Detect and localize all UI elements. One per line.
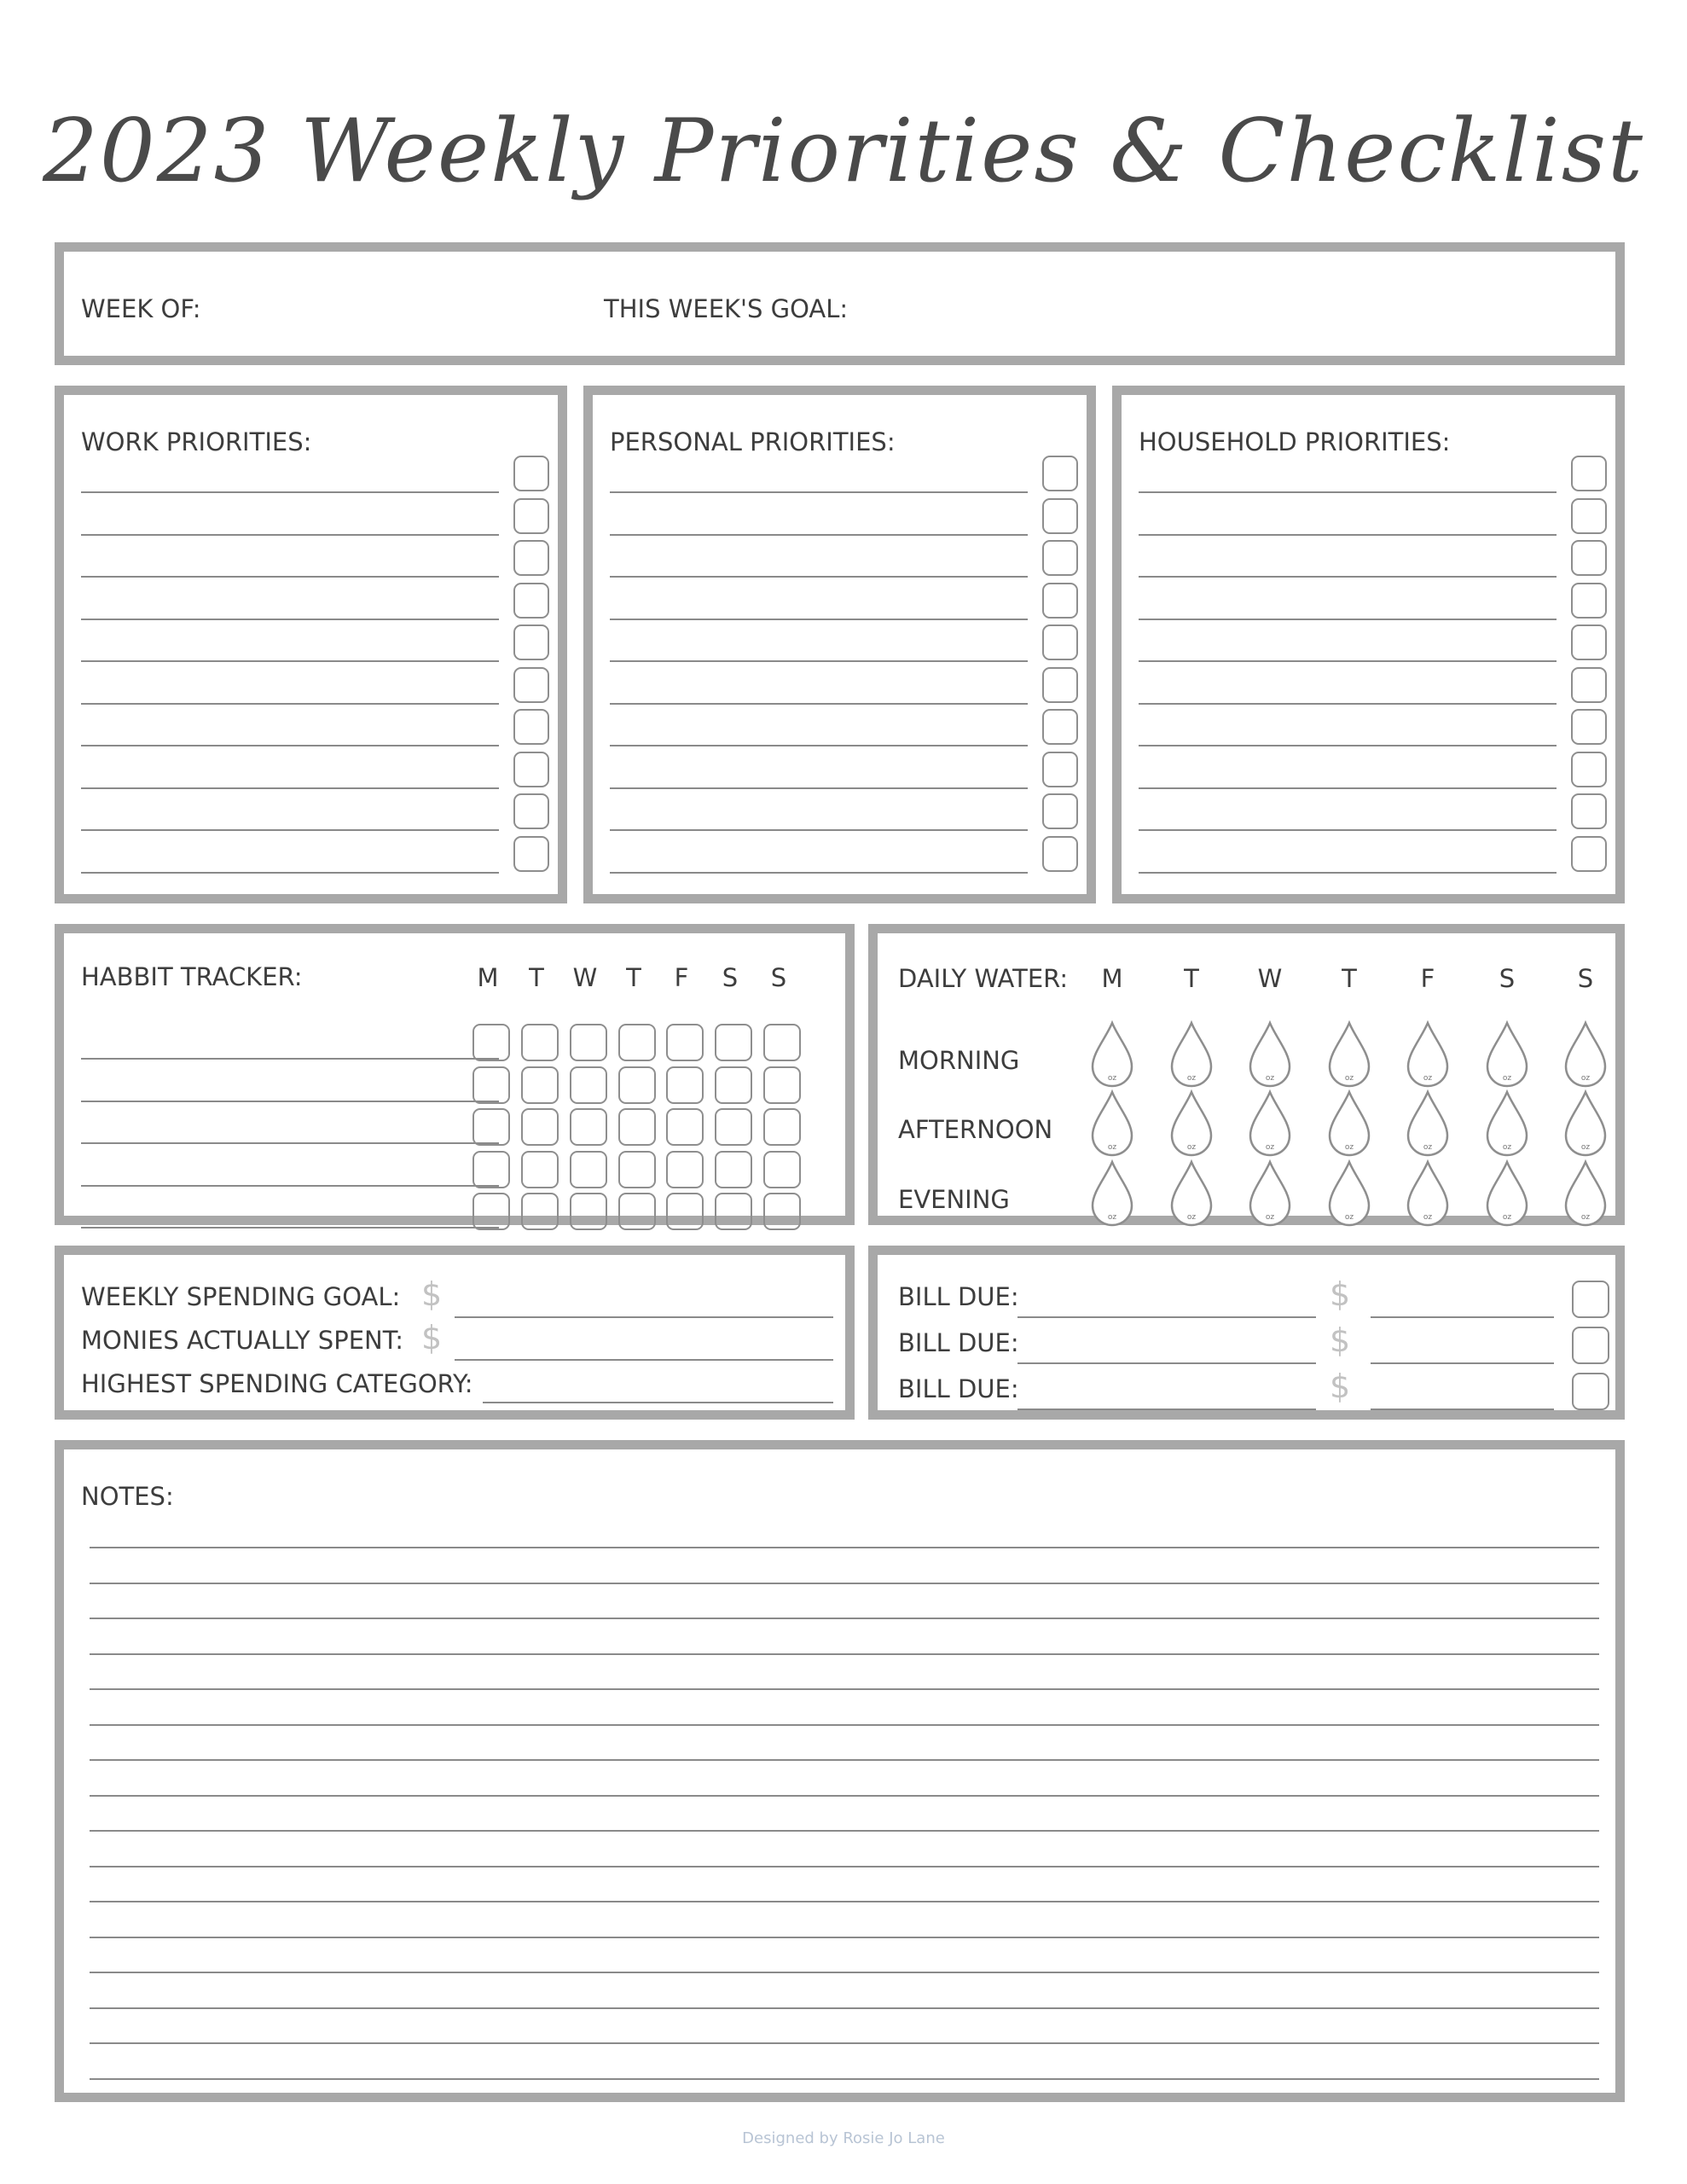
- habit-checkbox[interactable]: [570, 1193, 607, 1230]
- water-drop-icon[interactable]: [1089, 1089, 1135, 1158]
- svg-text:oz: oz: [1423, 1213, 1433, 1222]
- water-day-header: S: [1577, 964, 1594, 993]
- water-drop-icon[interactable]: [1168, 1020, 1215, 1089]
- habit-day-header: T: [626, 963, 641, 992]
- habit-checkbox[interactable]: [715, 1024, 752, 1061]
- habit-line[interactable]: [81, 1058, 499, 1060]
- priority-checkbox[interactable]: [513, 498, 549, 534]
- priority-checkbox[interactable]: [1571, 836, 1607, 872]
- bill-name-line[interactable]: [1017, 1409, 1316, 1410]
- habit-checkbox[interactable]: [666, 1108, 704, 1146]
- water-drop-icon[interactable]: [1089, 1020, 1135, 1089]
- svg-text:oz: oz: [1265, 1074, 1275, 1083]
- habit-day-header: S: [770, 963, 787, 992]
- notes-line[interactable]: [90, 1724, 1599, 1726]
- bill-dollar: $: [1330, 1368, 1351, 1405]
- priority-line[interactable]: [81, 576, 499, 578]
- habit-checkbox[interactable]: [763, 1151, 801, 1188]
- priority-checkbox[interactable]: [1571, 498, 1607, 534]
- priority-checkbox[interactable]: [513, 752, 549, 787]
- svg-text:oz: oz: [1502, 1074, 1512, 1083]
- svg-text:oz: oz: [1107, 1213, 1117, 1222]
- priority-line[interactable]: [1139, 576, 1557, 578]
- habit-checkbox[interactable]: [763, 1066, 801, 1104]
- priority-checkbox[interactable]: [1571, 667, 1607, 703]
- water-day-header: T: [1342, 964, 1357, 993]
- habit-checkbox[interactable]: [666, 1193, 704, 1230]
- spending-goal-line[interactable]: [455, 1316, 833, 1318]
- priority-line[interactable]: [610, 619, 1028, 620]
- habit-line[interactable]: [81, 1227, 499, 1228]
- priority-checkbox[interactable]: [1571, 456, 1607, 491]
- notes-line[interactable]: [90, 1688, 1599, 1690]
- habit-checkbox[interactable]: [472, 1024, 510, 1061]
- habit-day-header: T: [529, 963, 544, 992]
- water-drop-icon[interactable]: [1247, 1159, 1293, 1228]
- priority-line[interactable]: [610, 745, 1028, 746]
- habit-checkbox[interactable]: [521, 1066, 559, 1104]
- priority-checkbox[interactable]: [513, 456, 549, 491]
- bill-name-line[interactable]: [1017, 1362, 1316, 1364]
- designer-credit: Designed by Rosie Jo Lane: [742, 2129, 945, 2147]
- habit-checkbox[interactable]: [570, 1066, 607, 1104]
- notes-line[interactable]: [90, 1547, 1599, 1548]
- priority-label: WORK PRIORITIES:: [81, 427, 312, 456]
- water-period-label: MORNING: [898, 1046, 1020, 1075]
- habit-checkbox[interactable]: [521, 1193, 559, 1230]
- bills-box: [868, 1246, 1625, 1420]
- week-goal-label: THIS WEEK'S GOAL:: [604, 294, 849, 323]
- habit-checkbox[interactable]: [521, 1108, 559, 1146]
- bill-due-label: BILL DUE:: [898, 1374, 1019, 1403]
- habit-day-header: M: [477, 963, 499, 992]
- bill-dollar: $: [1330, 1321, 1351, 1359]
- svg-text:oz: oz: [1186, 1074, 1197, 1083]
- notes-line[interactable]: [90, 2007, 1599, 2009]
- habit-day-header: F: [674, 963, 689, 992]
- habit-checkbox[interactable]: [472, 1066, 510, 1104]
- habit-line[interactable]: [81, 1142, 499, 1144]
- monies-spent-line[interactable]: [455, 1359, 833, 1361]
- habit-tracker-box: [55, 924, 855, 1225]
- bill-paid-checkbox[interactable]: [1572, 1281, 1609, 1318]
- water-drop-icon[interactable]: [1168, 1159, 1215, 1228]
- priority-line[interactable]: [81, 619, 499, 620]
- notes-line[interactable]: [90, 1830, 1599, 1832]
- habit-checkbox[interactable]: [666, 1066, 704, 1104]
- priority-checkbox[interactable]: [513, 583, 549, 619]
- priority-line[interactable]: [81, 829, 499, 831]
- week-of-label: WEEK OF:: [81, 294, 201, 323]
- svg-text:oz: oz: [1423, 1143, 1433, 1152]
- habit-checkbox[interactable]: [715, 1151, 752, 1188]
- priority-line[interactable]: [81, 534, 499, 536]
- bill-dollar: $: [1330, 1275, 1351, 1313]
- priority-checkbox[interactable]: [1571, 583, 1607, 619]
- water-drop-icon[interactable]: [1484, 1020, 1530, 1089]
- habit-checkbox[interactable]: [521, 1151, 559, 1188]
- habit-checkbox[interactable]: [618, 1108, 656, 1146]
- habit-checkbox[interactable]: [763, 1193, 801, 1230]
- notes-line[interactable]: [90, 2042, 1599, 2044]
- priority-checkbox[interactable]: [1571, 540, 1607, 576]
- bill-paid-checkbox[interactable]: [1572, 1327, 1609, 1364]
- bill-amount-line[interactable]: [1371, 1316, 1554, 1318]
- priority-checkbox[interactable]: [1042, 836, 1078, 872]
- water-drop-icon[interactable]: [1326, 1089, 1372, 1158]
- notes-line[interactable]: [90, 1795, 1599, 1797]
- priority-checkbox[interactable]: [1042, 456, 1078, 491]
- priority-line[interactable]: [1139, 872, 1557, 874]
- bill-amount-line[interactable]: [1371, 1362, 1554, 1364]
- priority-line[interactable]: [1139, 491, 1557, 493]
- notes-box: [55, 1440, 1625, 2102]
- habit-checkbox[interactable]: [763, 1024, 801, 1061]
- svg-text:oz: oz: [1265, 1213, 1275, 1222]
- habit-checkbox[interactable]: [618, 1193, 656, 1230]
- priority-line[interactable]: [81, 703, 499, 705]
- priority-line[interactable]: [81, 872, 499, 874]
- habit-checkbox[interactable]: [570, 1151, 607, 1188]
- habit-checkbox[interactable]: [763, 1108, 801, 1146]
- priority-checkbox[interactable]: [1042, 498, 1078, 534]
- svg-text:oz: oz: [1265, 1143, 1275, 1152]
- page-title: 2023 Weekly Priorities & Checklist: [42, 101, 1645, 202]
- svg-text:oz: oz: [1107, 1143, 1117, 1152]
- priority-line[interactable]: [1139, 745, 1557, 746]
- water-drop-icon[interactable]: [1405, 1089, 1451, 1158]
- notes-line[interactable]: [90, 1583, 1599, 1584]
- svg-text:oz: oz: [1186, 1143, 1197, 1152]
- bill-due-label: BILL DUE:: [898, 1328, 1019, 1357]
- notes-line[interactable]: [90, 1618, 1599, 1619]
- priority-line[interactable]: [81, 787, 499, 789]
- priority-checkbox[interactable]: [1042, 667, 1078, 703]
- water-day-header: F: [1420, 964, 1435, 993]
- water-drop-icon[interactable]: [1405, 1020, 1451, 1089]
- week-header-box: [55, 242, 1625, 365]
- water-period-label: EVENING: [898, 1185, 1010, 1214]
- spending-box: [55, 1246, 855, 1420]
- svg-text:oz: oz: [1186, 1213, 1197, 1222]
- water-drop-icon[interactable]: [1562, 1159, 1609, 1228]
- habit-checkbox[interactable]: [666, 1024, 704, 1061]
- water-drop-icon[interactable]: [1484, 1159, 1530, 1228]
- notes-line[interactable]: [90, 1653, 1599, 1655]
- habit-checkbox[interactable]: [715, 1066, 752, 1104]
- priority-checkbox[interactable]: [513, 836, 549, 872]
- priority-label: HOUSEHOLD PRIORITIES:: [1139, 427, 1451, 456]
- habit-checkbox[interactable]: [472, 1151, 510, 1188]
- water-drop-icon[interactable]: [1168, 1089, 1215, 1158]
- water-drop-icon[interactable]: [1326, 1020, 1372, 1089]
- notes-line[interactable]: [90, 1937, 1599, 1938]
- water-period-label: AFTERNOON: [898, 1115, 1053, 1144]
- water-day-header: M: [1101, 964, 1123, 993]
- priority-checkbox[interactable]: [1571, 624, 1607, 660]
- notes-line[interactable]: [90, 1759, 1599, 1761]
- svg-text:oz: oz: [1580, 1074, 1591, 1083]
- habit-checkbox[interactable]: [618, 1151, 656, 1188]
- svg-text:oz: oz: [1344, 1213, 1354, 1222]
- water-day-header: S: [1499, 964, 1516, 993]
- bill-paid-checkbox[interactable]: [1572, 1373, 1609, 1410]
- priority-line[interactable]: [81, 660, 499, 662]
- notes-line[interactable]: [90, 1901, 1599, 1902]
- water-drop-icon[interactable]: [1247, 1089, 1293, 1158]
- priority-line[interactable]: [610, 576, 1028, 578]
- priority-line[interactable]: [610, 660, 1028, 662]
- bill-due-label: BILL DUE:: [898, 1282, 1019, 1311]
- daily-water-label: DAILY WATER:: [898, 964, 1069, 993]
- monies-spent-dollar: $: [421, 1319, 443, 1356]
- priority-line[interactable]: [81, 491, 499, 493]
- priority-label: PERSONAL PRIORITIES:: [610, 427, 896, 456]
- svg-text:oz: oz: [1502, 1213, 1512, 1222]
- priority-line[interactable]: [610, 491, 1028, 493]
- spending-goal-dollar: $: [421, 1275, 443, 1313]
- priority-line[interactable]: [1139, 787, 1557, 789]
- highest-category-line[interactable]: [483, 1402, 833, 1403]
- svg-text:oz: oz: [1423, 1074, 1433, 1083]
- priority-line[interactable]: [1139, 660, 1557, 662]
- habit-line[interactable]: [81, 1185, 499, 1187]
- water-drop-icon[interactable]: [1562, 1020, 1609, 1089]
- daily-water-box: [868, 924, 1625, 1225]
- habit-checkbox[interactable]: [570, 1024, 607, 1061]
- bill-amount-line[interactable]: [1371, 1409, 1554, 1410]
- svg-text:oz: oz: [1344, 1074, 1354, 1083]
- water-drop-icon[interactable]: [1484, 1089, 1530, 1158]
- notes-line[interactable]: [90, 2078, 1599, 2080]
- water-day-header: W: [1257, 964, 1283, 993]
- habit-tracker-label: HABBIT TRACKER:: [81, 962, 303, 991]
- habit-checkbox[interactable]: [666, 1151, 704, 1188]
- priority-checkbox[interactable]: [513, 793, 549, 829]
- priority-checkbox[interactable]: [1042, 793, 1078, 829]
- habit-checkbox[interactable]: [618, 1024, 656, 1061]
- habit-day-header: W: [572, 963, 598, 992]
- habit-checkbox[interactable]: [570, 1108, 607, 1146]
- priority-line[interactable]: [610, 703, 1028, 705]
- priority-line[interactable]: [1139, 829, 1557, 831]
- habit-checkbox[interactable]: [472, 1108, 510, 1146]
- water-drop-icon[interactable]: [1405, 1159, 1451, 1228]
- priority-checkbox[interactable]: [1571, 793, 1607, 829]
- habit-checkbox[interactable]: [521, 1024, 559, 1061]
- priority-checkbox[interactable]: [513, 540, 549, 576]
- priority-checkbox[interactable]: [513, 667, 549, 703]
- water-drop-icon[interactable]: [1247, 1020, 1293, 1089]
- priority-line[interactable]: [1139, 619, 1557, 620]
- priority-line[interactable]: [610, 872, 1028, 874]
- priority-line[interactable]: [610, 787, 1028, 789]
- water-drop-icon[interactable]: [1326, 1159, 1372, 1228]
- water-day-header: T: [1184, 964, 1199, 993]
- priority-checkbox[interactable]: [1571, 752, 1607, 787]
- priority-checkbox[interactable]: [513, 709, 549, 745]
- priority-box: [55, 386, 567, 903]
- monies-spent-label: MONIES ACTUALLY SPENT:: [81, 1326, 404, 1355]
- priority-line[interactable]: [81, 745, 499, 746]
- notes-label: NOTES:: [81, 1482, 174, 1511]
- notes-line[interactable]: [90, 1866, 1599, 1867]
- habit-checkbox[interactable]: [715, 1193, 752, 1230]
- priority-box: [583, 386, 1096, 903]
- priority-checkbox[interactable]: [1042, 540, 1078, 576]
- priority-checkbox[interactable]: [513, 624, 549, 660]
- water-drop-icon[interactable]: [1089, 1159, 1135, 1228]
- priority-line[interactable]: [1139, 534, 1557, 536]
- highest-category-label: HIGHEST SPENDING CATEGORY:: [81, 1369, 473, 1398]
- water-drop-icon[interactable]: [1562, 1089, 1609, 1158]
- priority-checkbox[interactable]: [1571, 709, 1607, 745]
- priority-line[interactable]: [610, 534, 1028, 536]
- habit-day-header: S: [722, 963, 739, 992]
- svg-text:oz: oz: [1580, 1213, 1591, 1222]
- bill-name-line[interactable]: [1017, 1316, 1316, 1318]
- habit-checkbox[interactable]: [715, 1108, 752, 1146]
- priority-box: [1112, 386, 1625, 903]
- priority-checkbox[interactable]: [1042, 752, 1078, 787]
- svg-text:oz: oz: [1344, 1143, 1354, 1152]
- priority-line[interactable]: [1139, 703, 1557, 705]
- habit-checkbox[interactable]: [618, 1066, 656, 1104]
- priority-checkbox[interactable]: [1042, 709, 1078, 745]
- notes-line[interactable]: [90, 1972, 1599, 1973]
- svg-text:oz: oz: [1502, 1143, 1512, 1152]
- svg-text:oz: oz: [1580, 1143, 1591, 1152]
- habit-checkbox[interactable]: [472, 1193, 510, 1230]
- svg-text:oz: oz: [1107, 1074, 1117, 1083]
- priority-checkbox[interactable]: [1042, 583, 1078, 619]
- habit-line[interactable]: [81, 1101, 499, 1102]
- spending-goal-label: WEEKLY SPENDING GOAL:: [81, 1282, 401, 1311]
- priority-checkbox[interactable]: [1042, 624, 1078, 660]
- priority-line[interactable]: [610, 829, 1028, 831]
